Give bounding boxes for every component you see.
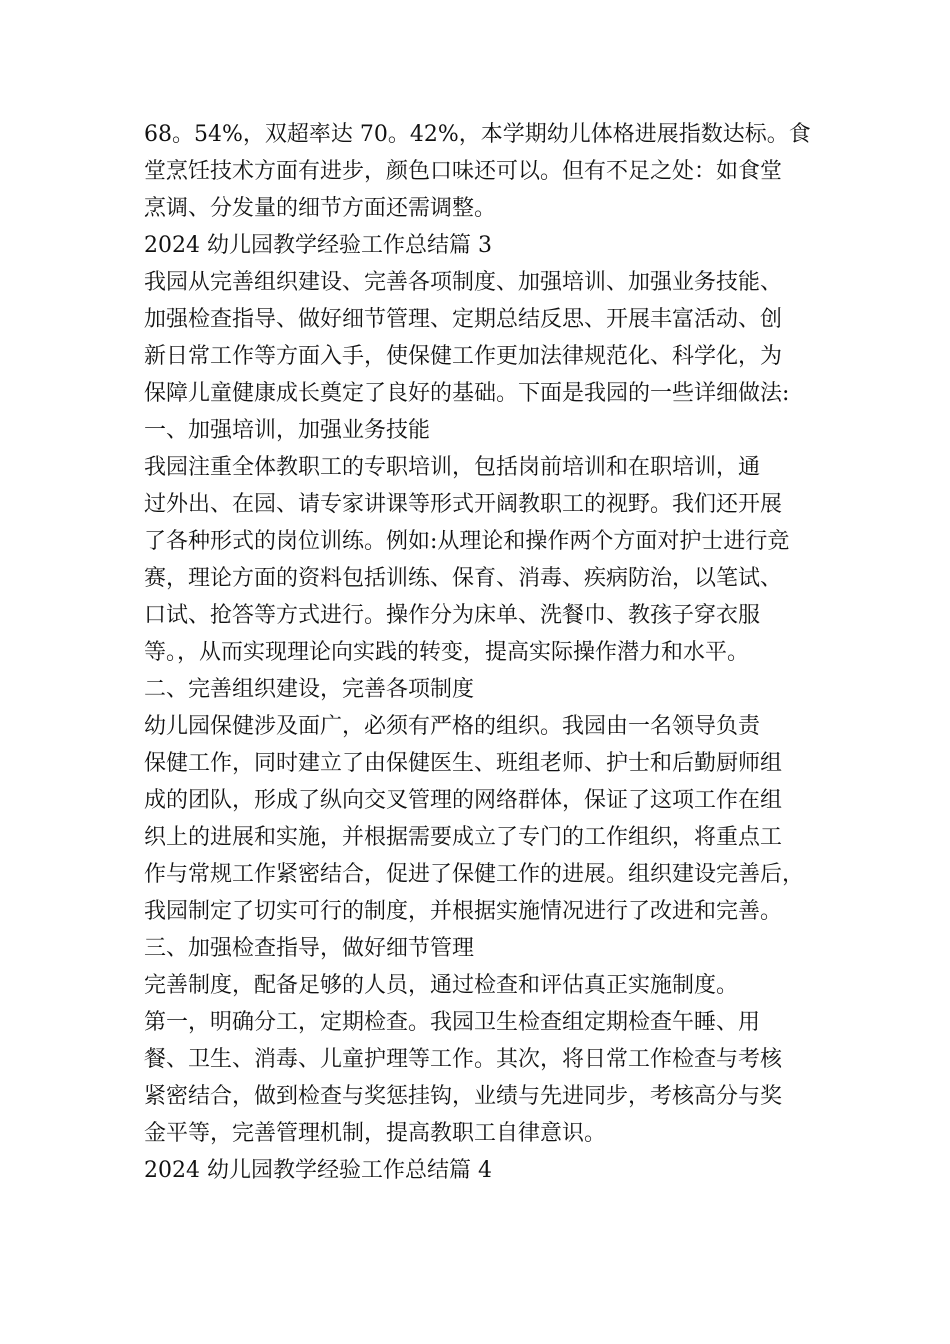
text-line: 我园注重全体教职工的专职培训，包括岗前培训和在职培训，通 [144, 455, 761, 480]
text-line: 等。，从而实现理论向实践的转变，提高实际操作潜力和水平。 [144, 640, 750, 665]
text-line: 我园从完善组织建设、完善各项制度、加强培训、加强业务技能、 [144, 270, 783, 295]
text-line: 作与常规工作紧密结合，促进了保健工作的进展。组织建设完善后， [144, 862, 805, 887]
text-line: 过外出、在园、请专家讲课等形式开阔教职工的视野。我们还开展 [144, 492, 783, 517]
text-line: 烹调、分发量的细节方面还需调整。 [144, 196, 497, 221]
text-line: 第一，明确分工，定期检查。我园卫生检查组定期检查午睡、用 [144, 1010, 761, 1035]
text-line: 成的团队，形成了纵向交叉管理的网络群体，保证了这项工作在组 [144, 788, 783, 813]
text-line: 了各种形式的岗位训练。例如:从理论和操作两个方面对护士进行竞 [144, 529, 790, 554]
text-line: 加强检查指导、做好细节管理、定期总结反思、开展丰富活动、创 [144, 307, 783, 332]
section-heading: 二、完善组织建设，完善各项制度 [144, 677, 475, 702]
text-line: 紧密结合，做到检查与奖惩挂钩，业绩与先进同步，考核高分与奖 [144, 1084, 783, 1109]
section-heading: 一、加强培训，加强业务技能 [144, 418, 431, 443]
text-line: 口试、抢答等方式进行。操作分为床单、洗餐巾、教孩子穿衣服 [144, 603, 761, 628]
section-heading: 2024 幼儿园教学经验工作总结篇 3 [144, 233, 492, 258]
text-line: 新日常工作等方面入手，使保健工作更加法律规范化、科学化，为 [144, 344, 783, 369]
text-line: 完善制度，配备足够的人员，通过检查和评估真正实施制度。 [144, 973, 739, 998]
text-line: 我园制定了切实可行的制度，并根据实施情况进行了改进和完善。 [144, 899, 783, 924]
section-heading: 2024 幼儿园教学经验工作总结篇 4 [144, 1158, 492, 1183]
text-line: 赛，理论方面的资料包括训练、保育、消毒、疾病防治，以笔试、 [144, 566, 783, 591]
text-line: 保障儿童健康成长奠定了良好的基础。下面是我园的一些详细做法: [144, 381, 790, 406]
text-line: 织上的进展和实施，并根据需要成立了专门的工作组织，将重点工 [144, 825, 783, 850]
text-line: 堂烹饪技术方面有进步，颜色口味还可以。但有不足之处：如食堂 [144, 159, 783, 184]
text-line: 68。54%，双超率达 70。42%，本学期幼儿体格进展指数达标。食 [144, 122, 811, 147]
text-line: 幼儿园保健涉及面广，必须有严格的组织。我园由一名领导负责 [144, 714, 761, 739]
section-heading: 三、加强检查指导，做好细节管理 [144, 936, 475, 961]
text-line: 保健工作，同时建立了由保健医生、班组老师、护士和后勤厨师组 [144, 751, 783, 776]
document-body [144, 116, 834, 1189]
text-line: 金平等，完善管理机制，提高教职工自律意识。 [144, 1121, 607, 1146]
text-line: 餐、卫生、消毒、儿童护理等工作。其次，将日常工作检查与考核 [144, 1047, 783, 1072]
